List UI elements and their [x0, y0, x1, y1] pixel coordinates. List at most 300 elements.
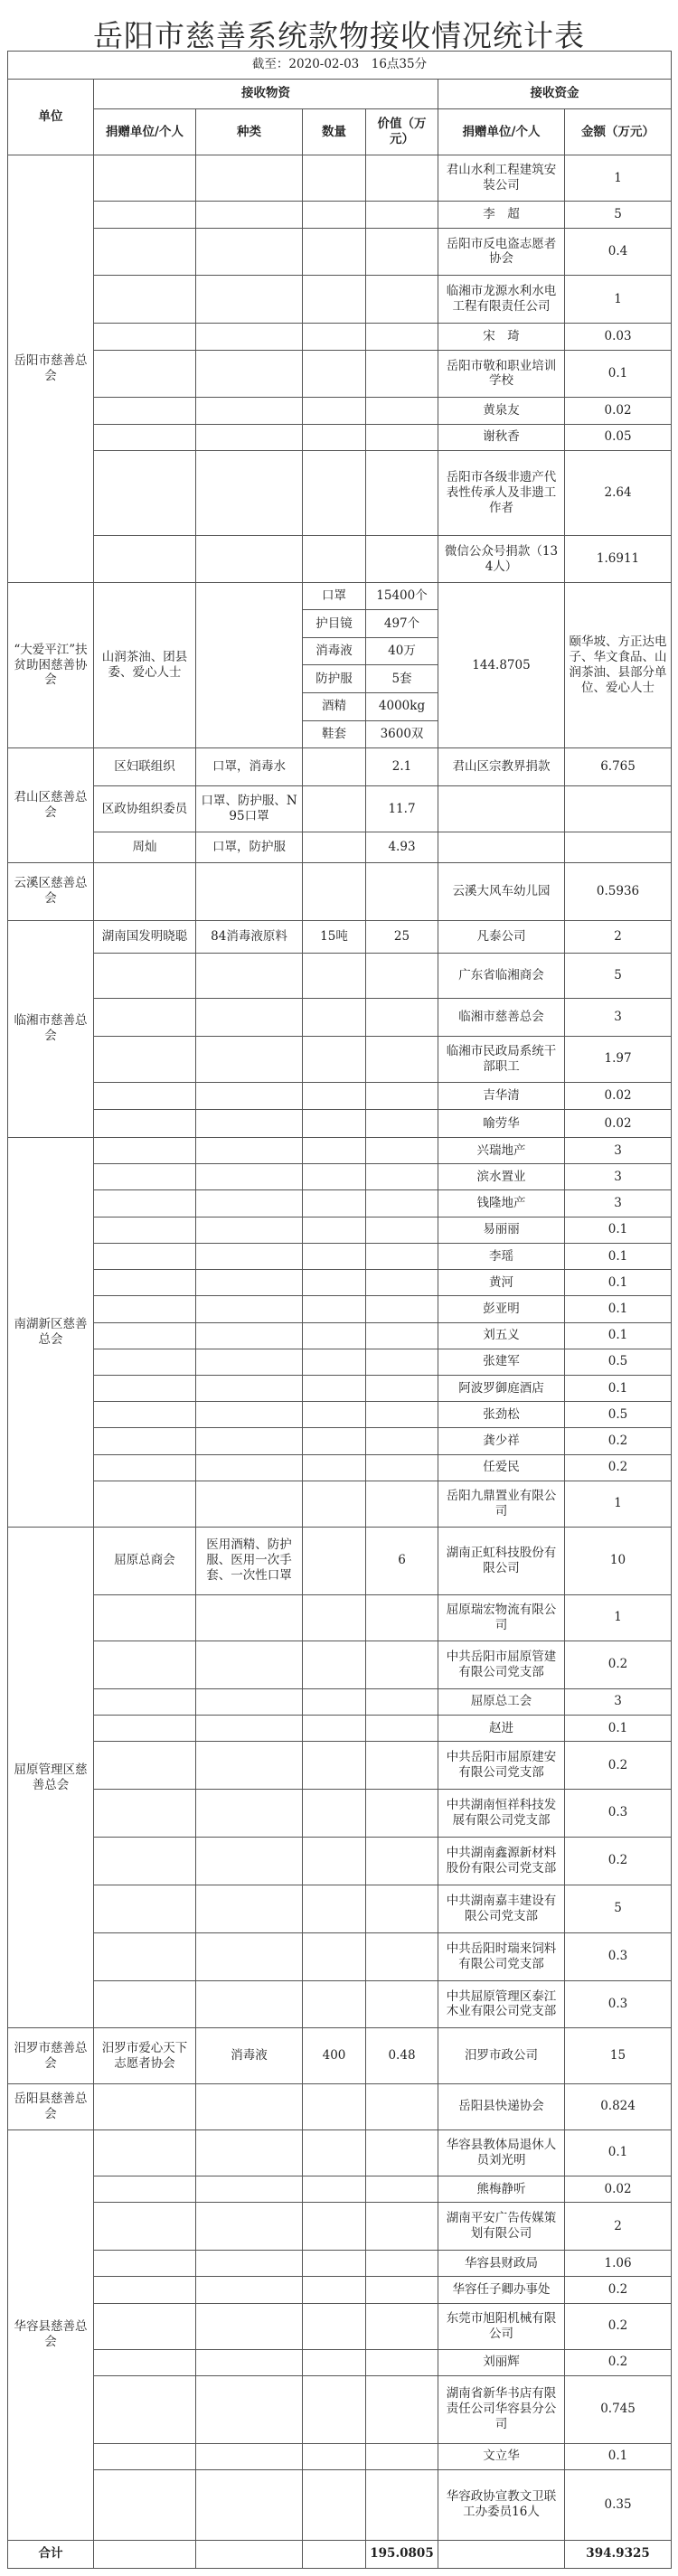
header-goods-kind: 种类	[196, 109, 303, 155]
fund-amount: 0.5936	[565, 862, 672, 920]
fund-donor: 黄泉友	[438, 398, 565, 424]
unit-name: “大爱平江”扶贫助困慈善协会	[8, 582, 94, 748]
fund-donor: 张建军	[438, 1349, 565, 1375]
fund-donor: 谢秋香	[438, 424, 565, 450]
fund-donor: 刘丽辉	[438, 2349, 565, 2375]
fund-amount: 3	[565, 1190, 672, 1217]
table-row	[8, 79, 672, 108]
empty-cell	[196, 2251, 303, 2277]
goods-kind: 防护服	[303, 665, 366, 693]
empty-cell	[303, 1789, 366, 1837]
goods-qty: 15400个	[366, 582, 438, 610]
empty-cell	[366, 424, 438, 450]
table-row	[8, 582, 672, 610]
fund-donor: 彭亚明	[438, 1296, 565, 1322]
fund-amount: 2.64	[565, 450, 672, 536]
table-row	[8, 2083, 672, 2129]
empty-cell	[366, 1243, 438, 1269]
empty-cell	[303, 155, 366, 202]
table-row	[8, 1980, 672, 2028]
fund-amount: 1	[565, 155, 672, 202]
table-row	[8, 2469, 672, 2540]
empty-cell	[366, 1742, 438, 1790]
fund-donor: 刘五义	[438, 1322, 565, 1349]
empty-cell	[94, 1481, 196, 1527]
empty-cell	[303, 398, 366, 424]
goods-donor: 屈原总商会	[94, 1527, 196, 1594]
empty-cell	[196, 953, 303, 998]
table-row	[8, 1322, 672, 1349]
empty-cell	[303, 1375, 366, 1401]
empty-cell	[196, 1217, 303, 1243]
table-row	[8, 228, 672, 276]
fund-donor: 云溪大风车幼儿园	[438, 862, 565, 920]
empty-cell	[366, 2083, 438, 2129]
fund-amount: 0.2	[565, 1641, 672, 1688]
empty-cell	[366, 350, 438, 398]
table-row	[8, 1036, 672, 1082]
table-row	[8, 202, 672, 228]
empty-cell	[196, 582, 303, 748]
page-title: 岳阳市慈善系统款物接收情况统计表	[93, 18, 585, 53]
empty-cell	[366, 1428, 438, 1454]
empty-cell	[196, 1715, 303, 1741]
goods-donor: 山润茶油、团县委、爱心人士	[94, 582, 196, 748]
empty-cell	[94, 2277, 196, 2303]
empty-cell	[366, 1082, 438, 1110]
empty-cell	[303, 324, 366, 350]
empty-cell	[366, 1454, 438, 1481]
fund-donor: 屈原瑞宏物流有限公司	[438, 1594, 565, 1641]
empty-cell	[94, 2375, 196, 2443]
fund-donor: 汨罗市政公司	[438, 2028, 565, 2083]
table-row	[8, 1110, 672, 1138]
empty-cell	[94, 276, 196, 324]
empty-cell	[196, 2277, 303, 2303]
fund-amount: 0.03	[565, 324, 672, 350]
table-row	[8, 1082, 672, 1110]
empty-cell	[366, 953, 438, 998]
empty-cell	[366, 155, 438, 202]
empty-cell	[94, 1402, 196, 1428]
fund-donor: 熊梅静听	[438, 2176, 565, 2202]
empty-cell	[303, 1885, 366, 1932]
fund-donor: 文立华	[438, 2443, 565, 2469]
fund-donor: 君山水利工程建筑安装公司	[438, 155, 565, 202]
empty-cell	[94, 2540, 196, 2568]
empty-cell	[94, 2303, 196, 2349]
empty-cell	[366, 1110, 438, 1138]
empty-cell	[303, 998, 366, 1036]
table-row	[8, 1641, 672, 1688]
fund-donor: 阿波罗御庭酒店	[438, 1375, 565, 1401]
empty-cell	[196, 1594, 303, 1641]
empty-cell	[366, 1217, 438, 1243]
empty-cell	[303, 1349, 366, 1375]
empty-cell	[366, 1349, 438, 1375]
empty-cell	[94, 1036, 196, 1082]
empty-cell	[366, 324, 438, 350]
fund-donor: 颐华坡、方正达电子、华文食品、山润茶油、县部分单位、爱心人士	[565, 582, 672, 748]
table-row	[8, 1375, 672, 1401]
empty-cell	[303, 1837, 366, 1885]
fund-donor: 岳阳县快递协会	[438, 2083, 565, 2129]
fund-donor: 中共湖南嘉丰建设有限公司党支部	[438, 1885, 565, 1932]
fund-amount: 1.06	[565, 2251, 672, 2277]
table-row	[8, 920, 672, 953]
fund-donor: 中共屈原管理区泰江木业有限公司党支部	[438, 1980, 565, 2028]
table-row	[8, 2303, 672, 2349]
fund-donor: 临湘市民政局系统干部职工	[438, 1036, 565, 1082]
goods-kind: 酒精	[303, 693, 366, 721]
empty-cell	[303, 862, 366, 920]
unit-name: 屈原管理区慈善总会	[8, 1527, 94, 2027]
table-row	[8, 1164, 672, 1190]
empty-cell	[196, 1688, 303, 1715]
empty-cell	[303, 1138, 366, 1164]
empty-cell	[94, 998, 196, 1036]
table-row	[8, 1243, 672, 1269]
fund-donor: 吉华清	[438, 1082, 565, 1110]
fund-amount: 0.1	[565, 1375, 672, 1401]
empty-cell	[196, 1164, 303, 1190]
goods-value: 2.1	[366, 748, 438, 786]
empty-cell	[303, 1243, 366, 1269]
fund-amount: 0.1	[565, 350, 672, 398]
fund-amount: 0.2	[565, 1837, 672, 1885]
empty-cell	[303, 1641, 366, 1688]
table-row	[8, 350, 672, 398]
empty-cell	[366, 998, 438, 1036]
total-goods-value: 195.0805	[366, 2540, 438, 2568]
empty-cell	[303, 1932, 366, 1980]
fund-donor: 湖南平安广告传媒策划有限公司	[438, 2203, 565, 2251]
empty-cell	[94, 1322, 196, 1349]
fund-amount: 0.02	[565, 1082, 672, 1110]
empty-cell	[366, 398, 438, 424]
empty-cell	[366, 1715, 438, 1741]
empty-cell	[438, 832, 565, 862]
fund-donor: 岳阳市敬和职业培训学校	[438, 350, 565, 398]
fund-donor: 东莞市旭阳机械有限公司	[438, 2303, 565, 2349]
table-row	[8, 1481, 672, 1527]
header-goods-value: 价值（万元）	[366, 109, 438, 155]
fund-donor: 湖南省新华书店有限责任公司华容县分公司	[438, 2375, 565, 2443]
goods-qty: 4000kg	[366, 693, 438, 721]
table-row	[8, 1349, 672, 1375]
empty-cell	[94, 1428, 196, 1454]
table-row	[8, 1296, 672, 1322]
fund-amount: 0.3	[565, 1932, 672, 1980]
fund-donor: 华容任子卿办事处	[438, 2277, 565, 2303]
goods-value: 11.7	[366, 786, 438, 832]
empty-cell	[94, 202, 196, 228]
empty-cell	[94, 450, 196, 536]
empty-cell	[94, 1688, 196, 1715]
fund-amount: 0.3	[565, 1789, 672, 1837]
empty-cell	[366, 1837, 438, 1885]
table-row	[8, 1138, 672, 1164]
empty-cell	[196, 398, 303, 424]
empty-cell	[196, 1402, 303, 1428]
empty-cell	[366, 1885, 438, 1932]
unit-name: 临湘市慈善总会	[8, 920, 94, 1137]
fund-donor: 钱隆地产	[438, 1190, 565, 1217]
fund-amount: 3	[565, 1688, 672, 1715]
goods-donor: 周灿	[94, 832, 196, 862]
empty-cell	[94, 1742, 196, 1790]
table-row	[8, 1270, 672, 1296]
fund-donor: 华容政协宣教文卫联工办委员16人	[438, 2469, 565, 2540]
empty-cell	[366, 228, 438, 276]
table-row	[8, 324, 672, 350]
empty-cell	[94, 1243, 196, 1269]
empty-cell	[196, 536, 303, 582]
fund-amount: 0.02	[565, 1110, 672, 1138]
empty-cell	[196, 862, 303, 920]
header-goods: 接收物资	[94, 79, 438, 108]
table-row	[8, 1837, 672, 1885]
fund-amount: 0.1	[565, 1322, 672, 1349]
fund-amount: 0.1	[565, 2443, 672, 2469]
table-row	[8, 2176, 672, 2202]
table-row	[8, 1742, 672, 1790]
total-label: 合计	[8, 2540, 94, 2568]
empty-cell	[303, 1428, 366, 1454]
fund-donor: 临湘市龙源水利水电工程有限责任公司	[438, 276, 565, 324]
table-row	[8, 398, 672, 424]
goods-value: 144.8705	[438, 582, 565, 748]
fund-donor: 中共岳阳市屈原建安有限公司党支部	[438, 1742, 565, 1790]
fund-amount: 2	[565, 2203, 672, 2251]
empty-cell	[94, 1454, 196, 1481]
empty-cell	[303, 1217, 366, 1243]
empty-cell	[196, 2303, 303, 2349]
empty-cell	[196, 2469, 303, 2540]
fund-amount: 6.765	[565, 748, 672, 786]
empty-cell	[94, 324, 196, 350]
fund-amount: 0.745	[565, 2375, 672, 2443]
goods-value: 25	[366, 920, 438, 953]
fund-donor: 华容县教体局退休人员刘光明	[438, 2129, 565, 2176]
unit-name: 云溪区慈善总会	[8, 862, 94, 920]
empty-cell	[303, 1454, 366, 1481]
empty-cell	[438, 786, 565, 832]
table-row	[8, 1402, 672, 1428]
table-row	[8, 450, 672, 536]
fund-amount: 0.1	[565, 1270, 672, 1296]
empty-cell	[303, 2203, 366, 2251]
empty-cell	[366, 2375, 438, 2443]
fund-amount: 0.35	[565, 2469, 672, 2540]
empty-cell	[94, 1837, 196, 1885]
table-row	[8, 155, 672, 202]
unit-name: 汨罗市慈善总会	[8, 2028, 94, 2083]
empty-cell	[303, 276, 366, 324]
goods-donor: 湖南国发明晓聪	[94, 920, 196, 953]
fund-amount: 0.4	[565, 228, 672, 276]
empty-cell	[94, 350, 196, 398]
empty-cell	[303, 1082, 366, 1110]
goods-donor: 区政协组织委员	[94, 786, 196, 832]
goods-kind: 口罩，防护服	[196, 832, 303, 862]
empty-cell	[196, 2443, 303, 2469]
header-goods-qty: 数量	[303, 109, 366, 155]
fund-donor: 微信公众号捐款（134人）	[438, 536, 565, 582]
empty-cell	[303, 424, 366, 450]
empty-cell	[196, 1375, 303, 1401]
empty-cell	[94, 1296, 196, 1322]
empty-cell	[366, 2443, 438, 2469]
empty-cell	[565, 786, 672, 832]
fund-donor: 中共湖南恒祥科技发展有限公司党支部	[438, 1789, 565, 1837]
fund-amount: 0.2	[565, 2303, 672, 2349]
table-row	[8, 953, 672, 998]
fund-amount: 0.2	[565, 1454, 672, 1481]
empty-cell	[94, 1885, 196, 1932]
empty-cell	[94, 2469, 196, 2540]
unit-name: 岳阳县慈善总会	[8, 2083, 94, 2129]
goods-qty	[303, 1527, 366, 1594]
empty-cell	[303, 1688, 366, 1715]
empty-cell	[94, 1190, 196, 1217]
empty-cell	[303, 2251, 366, 2277]
goods-qty	[303, 748, 366, 786]
fund-donor: 任爱民	[438, 1454, 565, 1481]
empty-cell	[94, 1217, 196, 1243]
empty-cell	[366, 276, 438, 324]
empty-cell	[94, 2349, 196, 2375]
fund-amount: 1	[565, 1594, 672, 1641]
unit-name: 君山区慈善总会	[8, 748, 94, 862]
fund-donor: 宋 琦	[438, 324, 565, 350]
empty-cell	[94, 953, 196, 998]
empty-cell	[196, 1454, 303, 1481]
empty-cell	[196, 1110, 303, 1138]
empty-cell	[303, 2129, 366, 2176]
table-row	[8, 1190, 672, 1217]
empty-cell	[196, 1270, 303, 1296]
empty-cell	[366, 1164, 438, 1190]
goods-kind: 84消毒液原料	[196, 920, 303, 953]
fund-donor: 中共岳阳时瑞来饲料有限公司党支部	[438, 1932, 565, 1980]
empty-cell	[366, 1190, 438, 1217]
fund-amount: 0.1	[565, 2129, 672, 2176]
header-goods-donor: 捐赠单位/个人	[94, 109, 196, 155]
table-row	[8, 2443, 672, 2469]
empty-cell	[196, 1243, 303, 1269]
empty-cell	[366, 202, 438, 228]
empty-cell	[366, 1641, 438, 1688]
empty-cell	[366, 2129, 438, 2176]
goods-value: 6	[366, 1527, 438, 1594]
goods-kind: 口罩、防护服、N95口罩	[196, 786, 303, 832]
empty-cell	[303, 1296, 366, 1322]
empty-cell	[438, 2540, 565, 2568]
fund-donor: 易丽丽	[438, 1217, 565, 1243]
empty-cell	[366, 2469, 438, 2540]
empty-cell	[196, 2540, 303, 2568]
empty-cell	[303, 350, 366, 398]
fund-amount: 0.5	[565, 1349, 672, 1375]
total-funds-amount: 394.9325	[565, 2540, 672, 2568]
table-row	[8, 862, 672, 920]
empty-cell	[303, 228, 366, 276]
fund-amount: 3	[565, 1164, 672, 1190]
fund-amount: 0.1	[565, 1243, 672, 1269]
fund-amount: 0.2	[565, 2277, 672, 2303]
empty-cell	[196, 1789, 303, 1837]
table-row	[8, 536, 672, 582]
empty-cell	[303, 1742, 366, 1790]
fund-donor: 黄河	[438, 1270, 565, 1296]
empty-cell	[366, 2203, 438, 2251]
empty-cell	[196, 155, 303, 202]
empty-cell	[303, 450, 366, 536]
empty-cell	[196, 1428, 303, 1454]
empty-cell	[366, 2277, 438, 2303]
empty-cell	[303, 536, 366, 582]
empty-cell	[303, 2443, 366, 2469]
table-row	[8, 52, 672, 80]
empty-cell	[196, 2083, 303, 2129]
goods-value: 0.48	[366, 2028, 438, 2083]
goods-qty	[303, 786, 366, 832]
empty-cell	[303, 1322, 366, 1349]
table-row	[8, 1428, 672, 1454]
empty-cell	[366, 2176, 438, 2202]
fund-donor: 广东省临湘商会	[438, 953, 565, 998]
empty-cell	[366, 450, 438, 536]
goods-kind: 医用酒精、防护服、医用一次手套、一次性口罩	[196, 1527, 303, 1594]
table-row	[8, 1454, 672, 1481]
empty-cell	[303, 1402, 366, 1428]
fund-amount: 1	[565, 1481, 672, 1527]
fund-donor: 临湘市慈善总会	[438, 998, 565, 1036]
goods-donor: 汨罗市爱心天下志愿者协会	[94, 2028, 196, 2083]
table-row	[8, 998, 672, 1036]
empty-cell	[366, 1980, 438, 2028]
empty-cell	[303, 202, 366, 228]
empty-cell	[366, 1688, 438, 1715]
empty-cell	[366, 1932, 438, 1980]
fund-donor: 赵进	[438, 1715, 565, 1741]
goods-qty: 400	[303, 2028, 366, 2083]
goods-qty	[303, 832, 366, 862]
header-funds-amount: 金额（万元）	[565, 109, 672, 155]
fund-donor: 中共岳阳市屈原管建有限公司党支部	[438, 1641, 565, 1688]
unit-name: 南湖新区慈善总会	[8, 1138, 94, 1528]
empty-cell	[303, 1164, 366, 1190]
fund-donor: 中共湖南鑫源新材料股份有限公司党支部	[438, 1837, 565, 1885]
fund-donor: 龚少祥	[438, 1428, 565, 1454]
empty-cell	[196, 1296, 303, 1322]
empty-cell	[196, 228, 303, 276]
unit-name: 岳阳市慈善总会	[8, 155, 94, 582]
header-unit: 单位	[8, 79, 94, 155]
empty-cell	[303, 2303, 366, 2349]
fund-amount: 0.02	[565, 398, 672, 424]
empty-cell	[303, 2469, 366, 2540]
fund-amount: 10	[565, 1527, 672, 1594]
goods-qty: 40万	[366, 637, 438, 665]
fund-amount: 1.97	[565, 1036, 672, 1082]
fund-amount: 5	[565, 1885, 672, 1932]
empty-cell	[303, 1270, 366, 1296]
table-row	[8, 2251, 672, 2277]
empty-cell	[196, 2349, 303, 2375]
empty-cell	[196, 1036, 303, 1082]
